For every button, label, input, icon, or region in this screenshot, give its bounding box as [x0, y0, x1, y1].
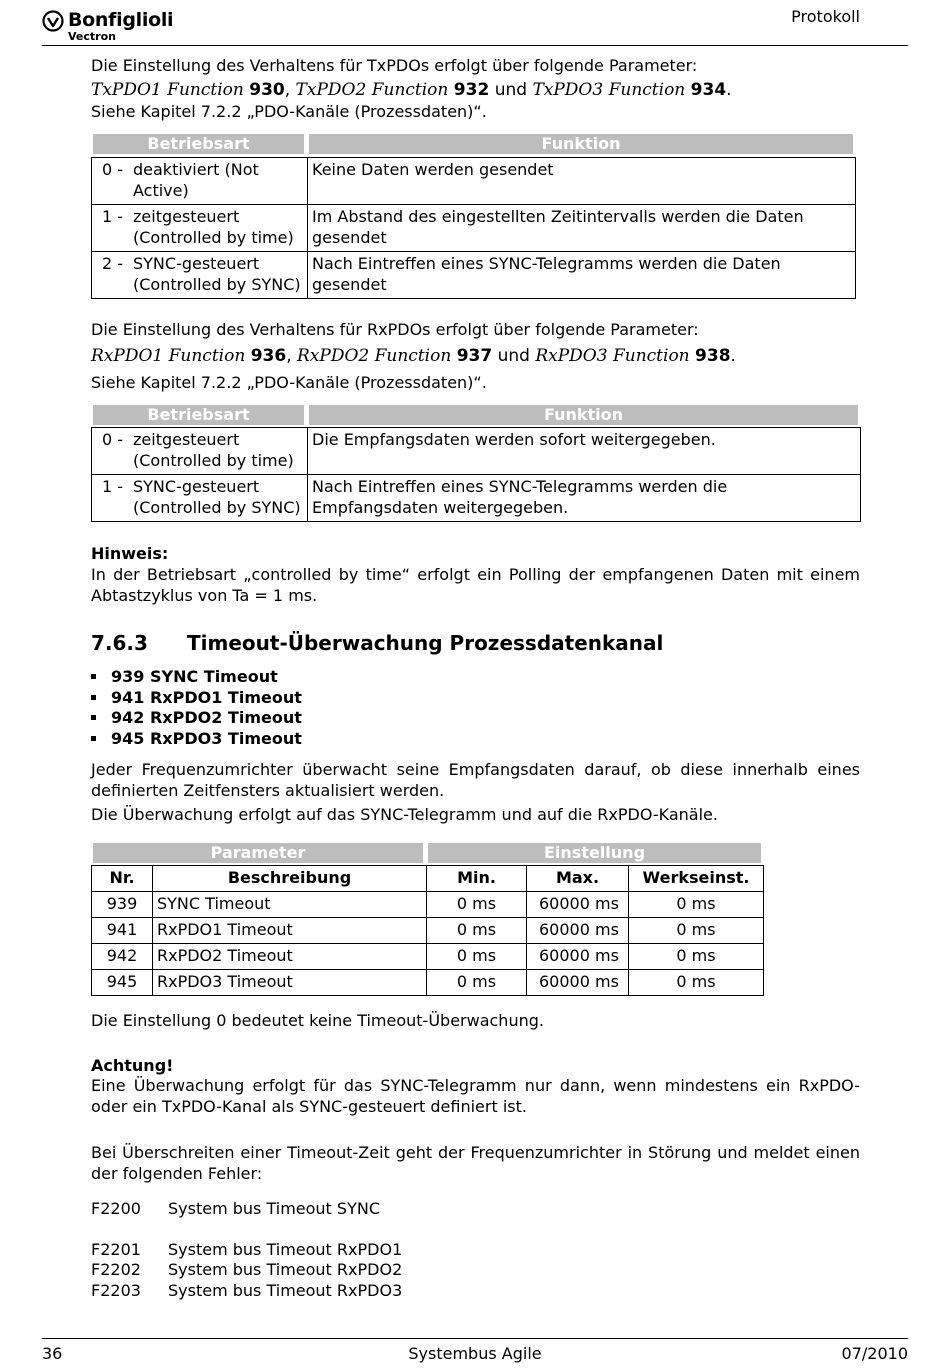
row-func: Im Abstand des eingestellten Zeitintervalls werden die Daten gesendet	[308, 205, 856, 252]
bullet-text: 942 RxPDO2 Timeout	[111, 708, 302, 727]
warning-text: Eine Überwachung erfolgt für das SYNC-Telegramm nur dann, wenn mindestens ein RxPDO- oder ein TxPDO-Kanal als SYNC-gesteuert definiert ist.	[91, 1076, 860, 1116]
table-row	[92, 970, 764, 996]
tx-col-mode-header: Betriebsart	[93, 134, 304, 154]
list-item	[91, 708, 302, 729]
error-item	[91, 1199, 380, 1220]
cell-nr: 945	[92, 970, 153, 996]
rx-param-2: RxPDO2 Function	[297, 346, 452, 366]
section-text-2: Die Überwachung erfolgt auf das SYNC-Telegramm und auf die RxPDO-Kanäle.	[91, 805, 718, 824]
rx-params: RxPDO1 Function 936, RxPDO2 Function 937 und RxPDO3 Function 938.	[91, 346, 736, 366]
tx-col-func-header: Funktion	[309, 134, 853, 154]
table-row	[92, 475, 861, 522]
bullet-icon	[91, 715, 96, 720]
row-mode: SYNC-gesteuert (Controlled by SYNC)	[133, 477, 301, 517]
bullet-text: 939 SYNC Timeout	[111, 667, 278, 686]
cell-default: 0 ms	[629, 918, 764, 944]
error-code: F2201	[91, 1240, 141, 1259]
row-num: 1 -	[102, 207, 124, 226]
section-text-1: Jeder Frequenzumrichter überwacht seine Empfangsdaten darauf, ob diese innerhalb eines definierten Zeitfensters aktualisiert werden.	[91, 760, 860, 800]
row-func: Keine Daten werden gesendet	[308, 158, 856, 205]
col-header-description: Beschreibung	[153, 866, 427, 892]
bullet-text: 945 RxPDO3 Timeout	[111, 729, 302, 748]
rx-reference: Siehe Kapitel 7.2.2 „PDO-Kanäle (Prozessdaten)“.	[91, 373, 487, 392]
tx-param-3-num: 934	[690, 80, 727, 100]
table-row	[92, 158, 856, 205]
row-mode: zeitgesteuert (Controlled by time)	[133, 207, 294, 247]
rx-col-mode-header: Betriebsart	[93, 405, 304, 425]
page-number: 36	[42, 1344, 63, 1363]
cell-nr: 941	[92, 918, 153, 944]
rx-col-func-header: Funktion	[309, 405, 858, 425]
row-func: Nach Eintreffen eines SYNC-Telegramms werden die Empfangsdaten weitergegeben.	[308, 475, 861, 522]
row-num: 1 -	[102, 477, 124, 496]
logo-brand: Bonfiglioli	[68, 9, 174, 31]
error-item	[91, 1260, 402, 1281]
param-note: Die Einstellung 0 bedeutet keine Timeout-Überwachung.	[91, 1011, 544, 1030]
row-mode: SYNC-gesteuert (Controlled by SYNC)	[133, 254, 301, 294]
cell-min: 0 ms	[427, 918, 527, 944]
cell-description: SYNC Timeout	[153, 892, 427, 918]
table-row	[92, 205, 856, 252]
tx-reference: Siehe Kapitel 7.2.2 „PDO-Kanäle (Prozessdaten)“.	[91, 102, 487, 121]
table-row	[92, 944, 764, 970]
header-section-title: Protokoll	[791, 7, 860, 26]
error-item	[91, 1281, 402, 1302]
cell-max: 60000 ms	[527, 918, 629, 944]
rx-mode-table	[91, 427, 861, 522]
warning-title: Achtung!	[91, 1056, 174, 1075]
cell-max: 60000 ms	[527, 944, 629, 970]
row-num: 0 -	[102, 430, 124, 449]
hint-text: In der Betriebsart „controlled by time“ erfolgt ein Polling der empfangenen Daten mit einem Abtastzyklus von Ta = 1 ms.	[91, 565, 860, 605]
cell-description: RxPDO2 Timeout	[153, 944, 427, 970]
row-num: 0 -	[102, 160, 124, 179]
rx-param-3-num: 938	[695, 346, 731, 366]
cell-description: RxPDO3 Timeout	[153, 970, 427, 996]
error-text: System bus Timeout RxPDO1	[168, 1240, 403, 1259]
tx-param-2: TxPDO2 Function	[295, 80, 449, 100]
table-row	[92, 252, 856, 299]
rx-param-3: RxPDO3 Function	[535, 346, 690, 366]
tx-intro: Die Einstellung des Verhaltens für TxPDOs erfolgt über folgende Parameter:	[91, 56, 698, 75]
row-mode: zeitgesteuert (Controlled by time)	[133, 430, 294, 470]
errors-intro: Bei Überschreiten einer Timeout-Zeit geht der Frequenzumrichter in Störung und meldet einen der folgenden Fehler:	[91, 1143, 860, 1183]
error-code: F2203	[91, 1281, 141, 1300]
tx-params: TxPDO1 Function 930, TxPDO2 Function 932 und TxPDO3 Function 934.	[91, 80, 732, 100]
rx-and: und	[497, 346, 530, 366]
section-number: 7.6.3	[91, 631, 148, 655]
cell-nr: 939	[92, 892, 153, 918]
col-header-nr: Nr.	[92, 866, 153, 892]
cell-description: RxPDO1 Timeout	[153, 918, 427, 944]
col-header-default: Werkseinst.	[629, 866, 764, 892]
row-mode: deaktiviert (Not Active)	[133, 160, 259, 200]
error-text: System bus Timeout RxPDO3	[168, 1281, 403, 1300]
param-group-header: Parameter	[93, 843, 423, 863]
error-text: System bus Timeout SYNC	[168, 1199, 380, 1218]
logo-icon	[42, 10, 64, 32]
bullet-icon	[91, 695, 96, 700]
hint-title: Hinweis:	[91, 544, 169, 563]
tx-param-1: TxPDO1 Function	[91, 80, 244, 100]
footer-rule	[42, 1338, 908, 1339]
table-row	[92, 428, 861, 475]
section-heading	[91, 631, 663, 655]
section-title: Timeout-Überwachung Prozessdatenkanal	[187, 631, 664, 655]
row-func: Nach Eintreffen eines SYNC-Telegramms werden die Daten gesendet	[308, 252, 856, 299]
col-header-max: Max.	[527, 866, 629, 892]
cell-max: 60000 ms	[527, 970, 629, 996]
rx-param-1-num: 936	[250, 346, 287, 366]
error-item	[91, 1240, 402, 1261]
table-row	[92, 918, 764, 944]
cell-min: 0 ms	[427, 944, 527, 970]
cell-min: 0 ms	[427, 892, 527, 918]
tx-and: und	[494, 80, 528, 100]
header-rule	[42, 45, 908, 46]
cell-default: 0 ms	[629, 944, 764, 970]
tx-param-2-num: 932	[453, 80, 490, 100]
bullet-icon	[91, 674, 96, 679]
rx-intro: Die Einstellung des Verhaltens für RxPDOs erfolgt über folgende Parameter:	[91, 320, 699, 339]
error-code: F2200	[91, 1199, 141, 1218]
row-func: Die Empfangsdaten werden sofort weitergegeben.	[308, 428, 861, 475]
table-row	[92, 892, 764, 918]
table-header-row	[92, 866, 764, 892]
cell-min: 0 ms	[427, 970, 527, 996]
cell-default: 0 ms	[629, 970, 764, 996]
tx-param-1-num: 930	[249, 80, 285, 100]
row-num: 2 -	[102, 254, 124, 273]
cell-max: 60000 ms	[527, 892, 629, 918]
cell-nr: 942	[92, 944, 153, 970]
list-item	[91, 729, 302, 750]
timeout-param-table	[91, 865, 764, 996]
bullet-icon	[91, 736, 96, 741]
bullet-text: 941 RxPDO1 Timeout	[111, 688, 302, 707]
list-item	[91, 667, 278, 688]
footer-title: Systembus Agile	[408, 1344, 542, 1363]
tx-mode-table	[91, 157, 856, 299]
logo-sub: Vectron	[68, 30, 116, 43]
list-item	[91, 688, 302, 709]
rx-param-1: RxPDO1 Function	[91, 346, 246, 366]
rx-param-2-num: 937	[456, 346, 493, 366]
col-header-min: Min.	[427, 866, 527, 892]
footer-date: 07/2010	[841, 1344, 908, 1363]
error-code: F2202	[91, 1260, 141, 1279]
error-text: System bus Timeout RxPDO2	[168, 1260, 403, 1279]
setting-group-header: Einstellung	[428, 843, 761, 863]
cell-default: 0 ms	[629, 892, 764, 918]
tx-param-3: TxPDO3 Function	[532, 80, 686, 100]
